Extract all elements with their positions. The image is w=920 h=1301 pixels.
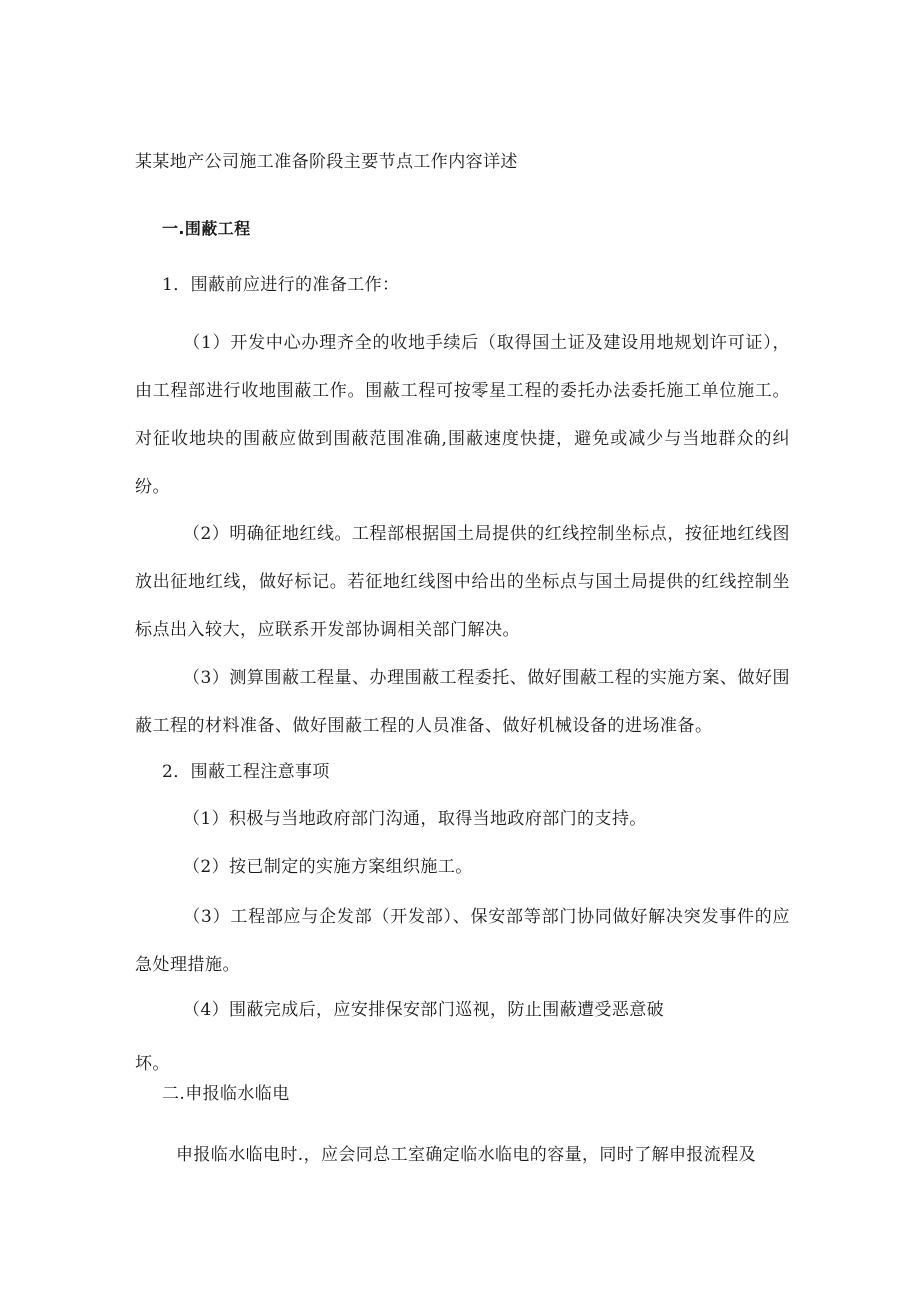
sub1-item2-paragraph [135, 510, 790, 654]
section1-heading: 一.围蔽工程 [162, 219, 251, 238]
sub1-item1-paragraph [135, 319, 790, 511]
section2-paragraph: 申报临水临电时.，应会同总工室确定临水临电的容量，同时了解申报流程及 [176, 1145, 757, 1165]
section2-heading: 二.申报临水临电 [162, 1084, 290, 1104]
sub1-heading: 1．围蔽前应进行的准备工作： [162, 275, 400, 295]
sub2-item3-paragraph [135, 893, 790, 989]
sub1-item1-text: （1）开发中心办理齐全的收地手续后（取得国土证及建设用地规划许可证），由工程部进行收地围蔽工作。围蔽工程可按零星工程的委托办法委托施工单位施工。对征收地块的围蔽应做到围蔽范围准确,围蔽速度快捷，避免或减少与当地群众的纠纷。 [135, 333, 790, 497]
sub1-item3-text: （3）测算围蔽工程量、办理围蔽工程委托、做好围蔽工程的实施方案、做好围蔽工程的材料准备、做好围蔽工程的人员准备、做好机械设备的进场准备。 [135, 668, 790, 736]
sub2-item4-line2: 坏。 [135, 1054, 170, 1074]
sub1-item2-text: （2）明确征地红线。工程部根据国土局提供的红线控制坐标点，按征地红线图放出征地红线，做好标记。若征地红线图中给出的坐标点与国土局提供的红线控制坐标点出入较大，应联系开发部协调相关部门解决。 [135, 524, 790, 640]
sub2-item3-text: （3）工程部应与企发部（开发部）、保安部等部门协同做好解决突发事件的应急处理措施。 [135, 907, 790, 975]
sub2-item1: （1）积极与当地政府部门沟通，取得当地政府部门的支持。 [183, 809, 647, 829]
sub2-item4-line1: （4）围蔽完成后，应安排保安部门巡视，防止围蔽遭受恶意破 [183, 1000, 665, 1020]
sub2-item2: （2）按已制定的实施方案组织施工。 [183, 857, 473, 877]
document-title: 某某地产公司施工准备阶段主要节点工作内容详述 [135, 152, 518, 172]
sub1-item3-paragraph [135, 654, 790, 750]
sub2-heading: 2．围蔽工程注意事项 [162, 762, 330, 782]
